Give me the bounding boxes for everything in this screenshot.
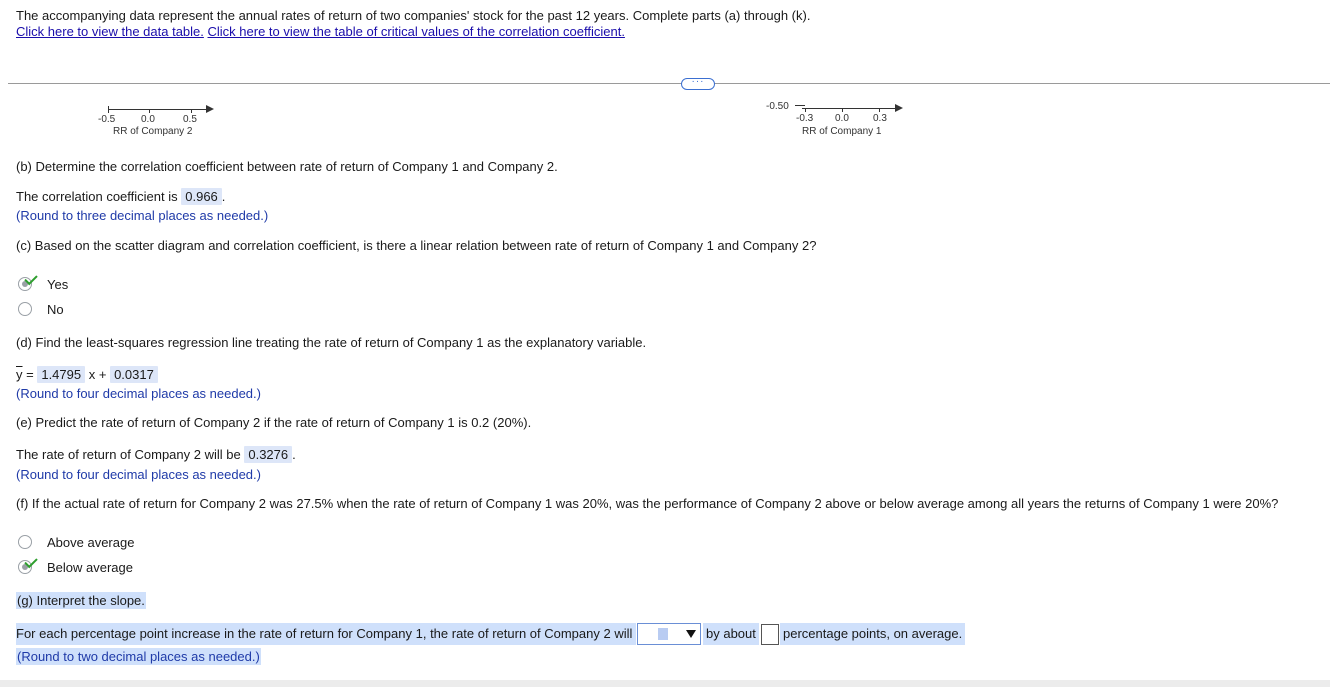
- direction-dropdown[interactable]: [637, 623, 701, 645]
- part-g-question: (g) Interpret the slope.: [17, 593, 145, 608]
- part-b-answer-prefix: The correlation coefficient is: [16, 189, 178, 204]
- slope-percentage-input[interactable]: [761, 624, 779, 645]
- left-tick-label: 0.0: [141, 114, 155, 125]
- part-g-sentence-end: percentage points, on average.: [780, 623, 965, 645]
- right-tick-label: 0.3: [873, 113, 887, 124]
- option-above-label[interactable]: Above average: [47, 535, 135, 550]
- intercept-answer[interactable]: 0.0317: [110, 366, 158, 383]
- part-e-answer-line: [16, 446, 296, 463]
- part-d-question: (d) Find the least-squares regression line treating the rate of return of Company 1 as the explanatory variable.: [16, 335, 647, 350]
- right-tick-label: 0.0: [835, 113, 849, 124]
- right-y-tick-label: -0.50: [766, 101, 789, 112]
- right-axis-label: RR of Company 1: [802, 126, 882, 137]
- dropdown-selection: [658, 628, 668, 640]
- links-row: [16, 24, 625, 39]
- chevron-down-icon: [686, 630, 696, 638]
- expand-button[interactable]: ···: [681, 78, 715, 90]
- part-c-question: (c) Based on the scatter diagram and correlation coefficient, is there a linear relation between rate of return of Company 1 and Company 2?: [16, 238, 817, 253]
- critical-values-link[interactable]: Click here to view the table of critical values of the correlation coefficient.: [207, 24, 625, 39]
- correct-check-icon: [24, 555, 37, 568]
- part-e-hint: (Round to four decimal places as needed.): [16, 467, 261, 482]
- radio-no[interactable]: [18, 302, 32, 316]
- part-b-hint: (Round to three decimal places as needed.): [16, 208, 269, 223]
- period: .: [221, 189, 226, 204]
- option-yes-label[interactable]: Yes: [47, 277, 69, 292]
- by-about-text: by about: [703, 623, 759, 645]
- period: .: [292, 447, 296, 462]
- problem-intro: The accompanying data represent the annual rates of return of two companies' stock for the past 12 years. Complete parts (a) through (k).: [16, 8, 811, 23]
- option-below-label[interactable]: Below average: [47, 560, 133, 575]
- bottom-scrollbar[interactable]: [0, 680, 1330, 687]
- part-e-question: (e) Predict the rate of return of Company 2 if the rate of return of Company 1 is 0.2 (20%).: [16, 415, 532, 430]
- part-b-question: (b) Determine the correlation coefficient between rate of return of Company 1 and Company 2.: [16, 159, 558, 174]
- part-f-question: (f) If the actual rate of return for Company 2 was 27.5% when the rate of return of Company 1 was 20%, was the performance of Company 2 above or below average among all years the returns of Company 1 were 20%?: [16, 496, 1279, 511]
- equals-sign: =: [26, 367, 34, 382]
- part-g-hint: (Round to two decimal places as needed.): [17, 649, 260, 664]
- right-tick-label: -0.3: [796, 113, 814, 124]
- part-e-answer-prefix: The rate of return of Company 2 will be: [16, 447, 241, 462]
- left-tick-label: -0.5: [98, 114, 116, 125]
- option-no-label[interactable]: No: [47, 302, 64, 317]
- regression-equation: [16, 366, 158, 383]
- yhat-symbol: $\overline{y}$: [16, 367, 23, 382]
- prediction-answer[interactable]: 0.3276: [244, 446, 292, 463]
- part-g-sentence-start: For each percentage point increase in the rate of return for Company 1, the rate of return of Company 2 will: [16, 623, 636, 645]
- part-b-answer-line: [16, 188, 225, 205]
- x-plus-text: x +: [88, 367, 107, 382]
- part-d-hint: (Round to four decimal places as needed.): [16, 386, 261, 401]
- left-axis-label: RR of Company 2: [113, 126, 193, 137]
- radio-above-average[interactable]: [18, 535, 32, 549]
- left-tick-label: 0.5: [183, 114, 197, 125]
- correlation-answer[interactable]: 0.966: [181, 188, 222, 205]
- data-table-link[interactable]: Click here to view the data table.: [16, 24, 204, 39]
- section-divider: [8, 83, 1330, 84]
- slope-answer[interactable]: 1.4795: [37, 366, 85, 383]
- correct-check-icon: [24, 272, 37, 285]
